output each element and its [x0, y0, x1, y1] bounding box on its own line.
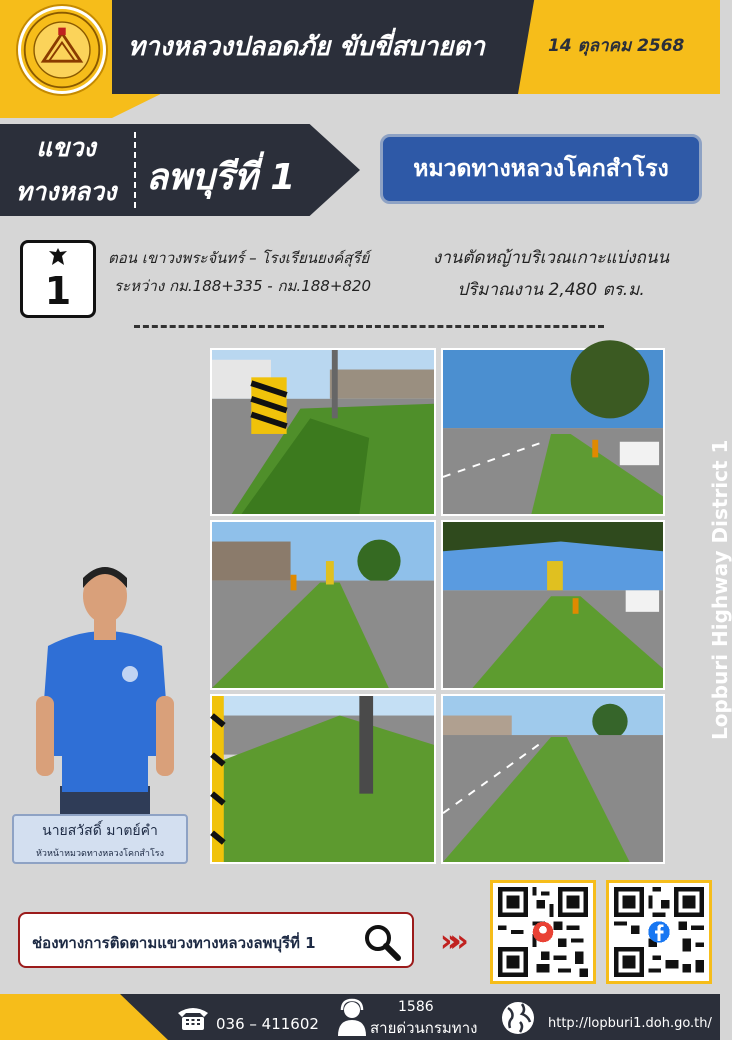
facebook-qr-code[interactable] — [606, 880, 712, 984]
route-number-badge — [20, 240, 96, 318]
district-label-line2: ทางหลวง — [15, 177, 117, 206]
work-title: งานตัดหญ้าบริเวณเกาะแบ่งถนน — [432, 248, 670, 268]
telephone-icon — [176, 1003, 210, 1031]
district-label — [6, 126, 126, 214]
follow-channels-box — [18, 912, 414, 968]
work-photo-4 — [441, 520, 665, 690]
route-number: 1 — [44, 269, 72, 313]
department-logo-icon — [18, 6, 106, 94]
post-date: 14 ตุลาคม 2568 — [548, 36, 685, 56]
unit-chief-title: หัวหน้าหมวดทางหลวงโคกสำโรง — [35, 849, 165, 859]
search-icon — [362, 922, 402, 962]
route-range: ระหว่าง กม.188+335 - กม.188+820 — [114, 277, 372, 295]
district-divider — [134, 132, 136, 208]
hotline-number: 1586 — [398, 999, 434, 1015]
hotline-label: สายด่วนกรมทาง — [370, 1019, 478, 1037]
section-divider — [134, 325, 604, 328]
unit-chief-photo — [30, 556, 180, 816]
page-title: ทางหลวงปลอดภัย ขับขี่สบายตา — [128, 32, 485, 62]
district-watermark-text: Lopburi Highway District 1 — [708, 439, 732, 740]
phone-number: 036 – 411602 — [216, 1015, 319, 1033]
unit-chief-name: นายสวัสดิ์ มาตย์คำ — [42, 823, 158, 839]
work-photo-2 — [441, 348, 665, 516]
hotline-operator-icon — [336, 998, 368, 1036]
work-photo-6 — [441, 694, 665, 864]
work-amount: ปริมาณงาน 2,480 ตร.ม. — [457, 280, 645, 300]
district-name: ลพบุรีที่ 1 — [146, 157, 296, 198]
work-photo-3 — [210, 520, 436, 690]
follow-channels-text: ช่องทางการติดตามแขวงทางหลวงลพบุรีที่ 1 — [32, 934, 316, 952]
unit-name-badge: หมวดทางหลวงโคกสำโรง — [380, 134, 702, 204]
google-maps-qr-code[interactable] — [490, 880, 596, 984]
double-chevron-right-icon: »» — [440, 924, 459, 959]
route-segment: ตอน เขาวงพระจันทร์ – โรงเรียนยงค์สุรีย์ — [108, 249, 370, 267]
work-photo-5 — [210, 694, 436, 864]
website-link[interactable]: http://lopburi1.doh.go.th/ — [548, 1016, 712, 1031]
work-photo-1 — [210, 348, 436, 516]
garuda-icon — [47, 247, 69, 267]
globe-icon — [498, 1000, 538, 1036]
district-label-line1: แขวง — [36, 133, 96, 162]
unit-chief-nameplate — [12, 814, 188, 864]
